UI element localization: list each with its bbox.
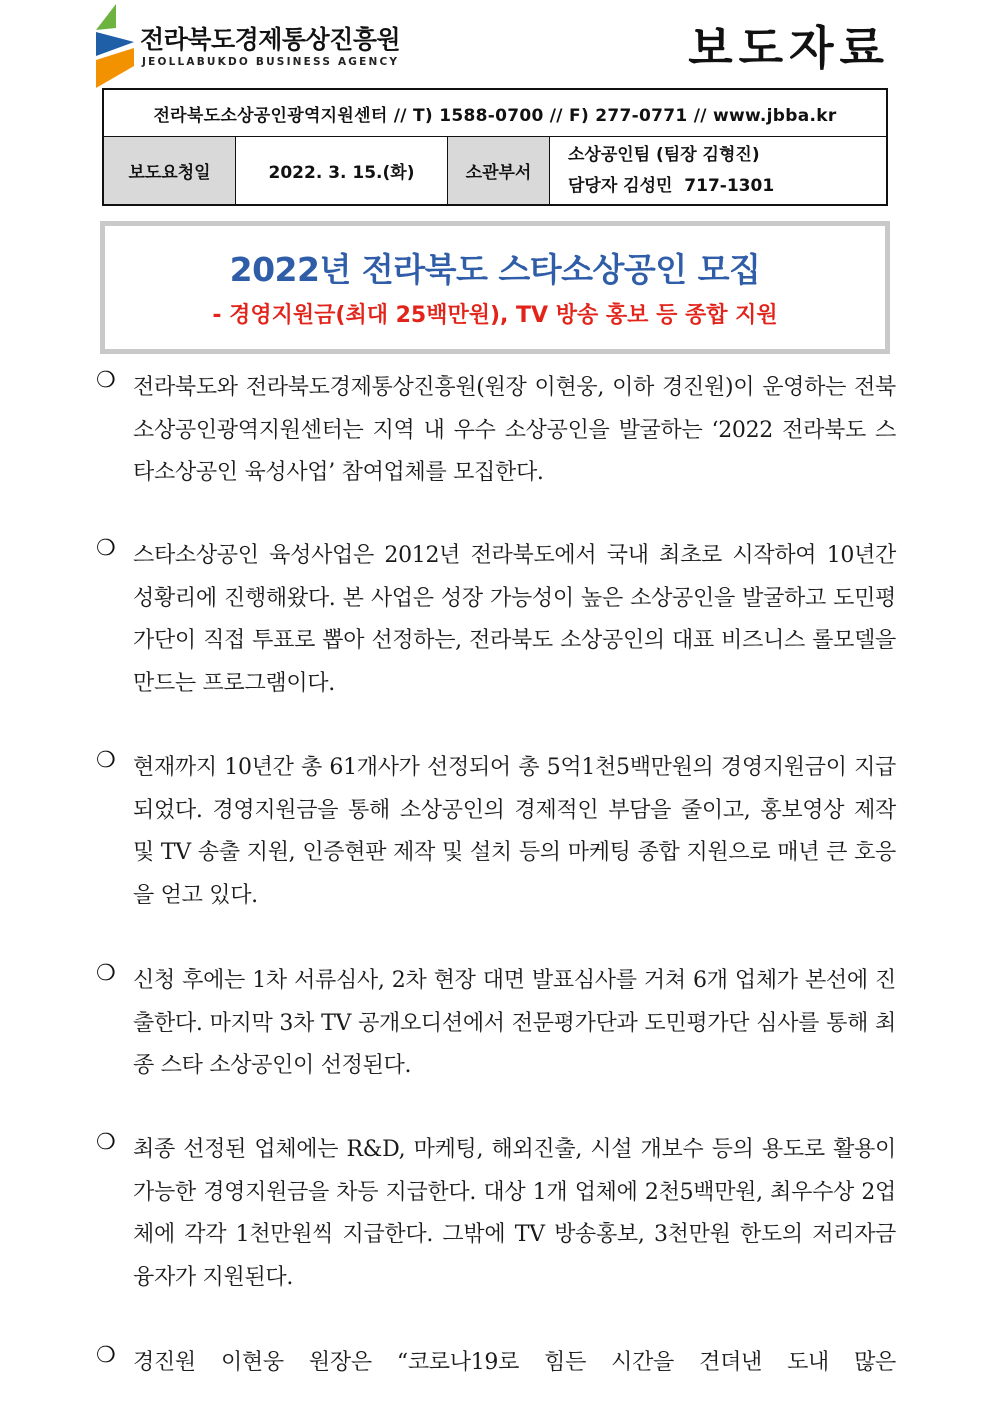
release-info-table xyxy=(102,88,888,206)
bullet-circle-icon: ❍ xyxy=(96,368,116,393)
paragraph-text: 전라북도와 전라북도경제통상진흥원(원장 이현웅, 이하 경진원)이 운영하는 전북소상공인광역지원센터는 지역 내 우수 소상공인을 발굴하는 ‘2022 전라북도 스타소상공인 육성사업’ 참여업체를 모집한다. xyxy=(133,375,896,486)
agency-logo xyxy=(94,4,401,88)
bullet-circle-icon: ❍ xyxy=(96,1130,116,1155)
bullet-circle-icon: ❍ xyxy=(96,536,116,561)
document-type-title: 보도자료 xyxy=(688,21,890,75)
department-info xyxy=(550,137,886,204)
org-name-korean: 전라북도경제통상진흥원 xyxy=(140,25,401,54)
headline-box xyxy=(100,221,890,354)
paragraph-text: 스타소상공인 육성사업은 2012년 전라북도에서 국내 최초로 시작하여 10년간 성황리에 진행해왔다. 본 사업은 성장 가능성이 높은 소상공인을 발굴하고 도민평가단이 직접 투표로 뽑아 선정하는, 전라북도 소상공인의 대표 비즈니스 롤모델을 만드는 프로그램이다. xyxy=(133,543,896,697)
headline-title: 2022년 전라북도 스타소상공인 모집 xyxy=(229,250,761,289)
paragraph-text: 현재까지 10년간 총 61개사가 선정되어 총 5억1천5백만원의 경영지원금이 지급되었다. 경영지원금을 통해 소상공인의 경제적인 부담을 줄이고, 홍보영상 제작 및 TV 송출 지원, 인증현판 제작 및 설치 등의 마케팅 종합 지원으로 매년 큰 호응을 얻고 있다. xyxy=(133,755,896,909)
request-date-value: 2022. 3. 15.(화) xyxy=(236,137,448,204)
request-date-label: 보도요청일 xyxy=(104,137,236,204)
bullet-circle-icon: ❍ xyxy=(96,748,116,773)
contact-person-value: 담당자 김성민 717-1301 xyxy=(568,175,775,196)
paragraph-text: 신청 후에는 1차 서류심사, 2차 현장 대면 발표심사를 거쳐 6개 업체가 본선에 진출한다. 마지막 3차 TV 공개오디션에서 전문평가단과 도민평가단 심사를 통해 최종 스타 소상공인이 선정된다. xyxy=(133,968,896,1079)
paragraph-text: 경진원 이현웅 원장은 “코로나19로 힘든 시간을 견뎌낸 도내 많은 xyxy=(133,1350,896,1375)
org-name-english: JEOLLABUKDO BUSINESS AGENCY xyxy=(142,56,400,68)
bullet-circle-icon: ❍ xyxy=(96,961,116,986)
headline-subtitle: - 경영지원금(최대 25백만원), TV 방송 홍보 등 종합 지원 xyxy=(212,303,778,328)
department-value: 소상공인팀 (팀장 김형진) xyxy=(568,144,760,165)
contact-line: 전라북도소상공인광역지원센터 // T) 1588-0700 // F) 277-0771 // www.jbba.kr xyxy=(104,90,886,137)
department-label: 소관부서 xyxy=(448,137,550,204)
bullet-circle-icon: ❍ xyxy=(96,1343,116,1368)
agency-logo-mark-icon xyxy=(94,4,138,88)
paragraph-text: 최종 선정된 업체에는 R&D, 마케팅, 해외진출, 시설 개보수 등의 용도로 활용이 가능한 경영지원금을 차등 지급한다. 대상 1개 업체에 2천5백만원, 최우수상 2업체에 각각 1천만원씩 지급한다. 그밖에 TV 방송홍보, 3천만원 한도의 저리자금 융자가 지원된다. xyxy=(133,1137,896,1291)
